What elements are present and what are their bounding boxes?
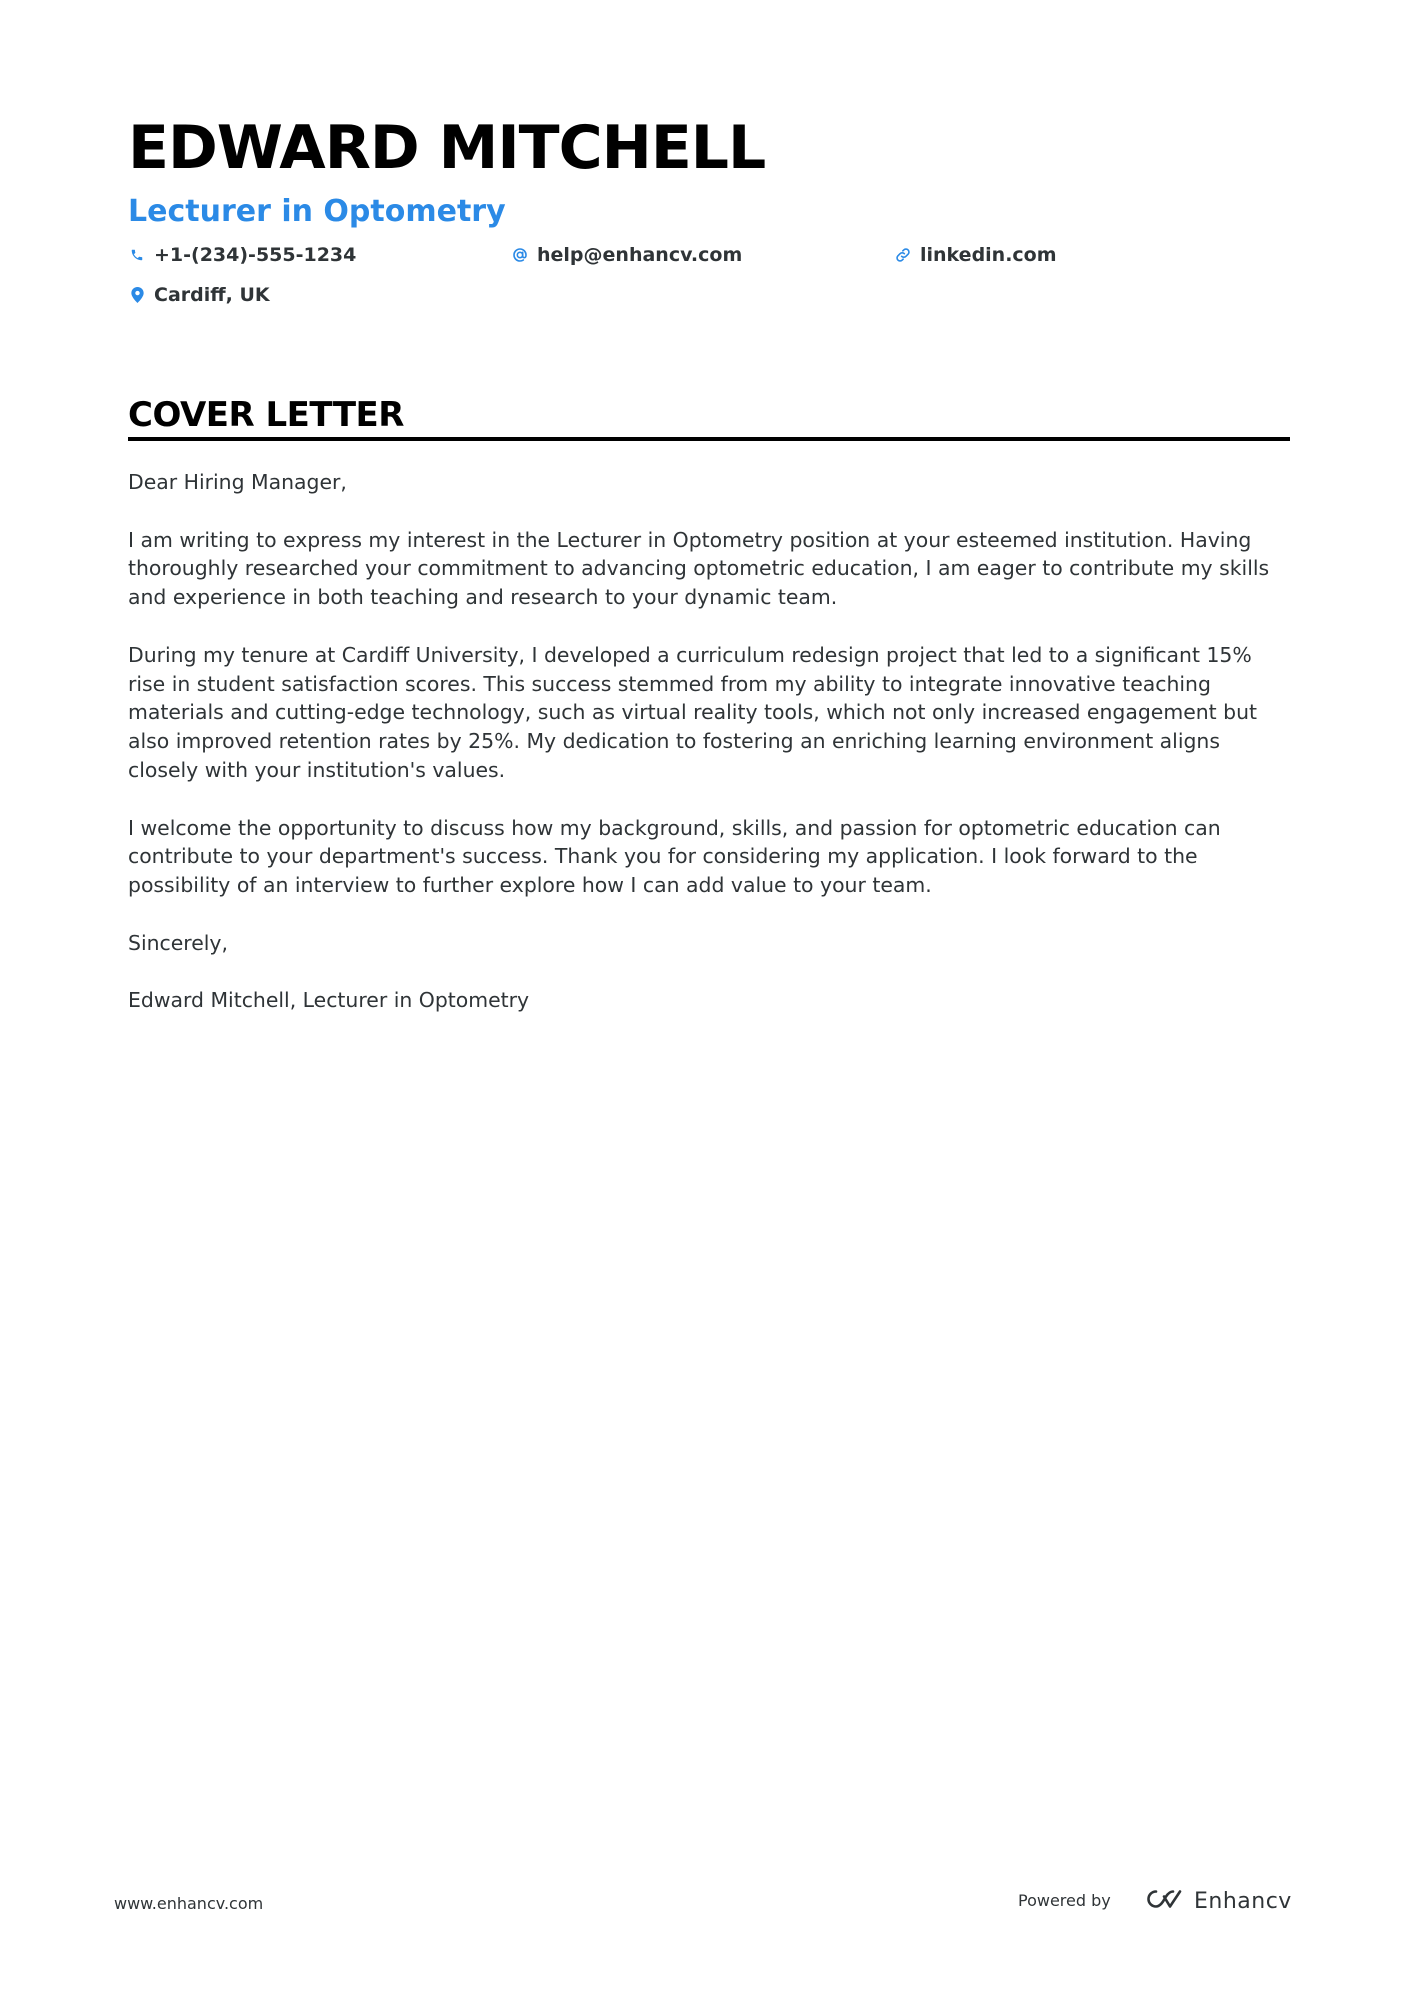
contact-location: [128, 280, 270, 310]
letter-body: [128, 468, 1290, 1044]
contact-location-text: Cardiff, UK: [154, 284, 270, 306]
phone-icon: [128, 244, 146, 266]
letter-paragraph-1: I am writing to express my interest in the Lecturer in Optometry position at your esteemed institution. Having thoroughly researched your commitment to advancing optometric education, I am eager to contribute my skills and experience in both teaching and research to your dynamic team.: [128, 527, 1270, 610]
footer-brand-logo[interactable]: [1138, 1884, 1292, 1918]
footer-powered-by: Powered by: [1018, 1891, 1111, 1910]
contact-email[interactable]: [511, 240, 742, 270]
letter-signature: Edward Mitchell, Lecturer in Optometry: [128, 988, 530, 1013]
enhancv-logo-icon: [1138, 1887, 1184, 1915]
section-title-cover-letter: COVER LETTER: [128, 395, 404, 435]
candidate-headline: Lecturer in Optometry: [128, 194, 506, 229]
letter-paragraph-3: I welcome the opportunity to discuss how my background, skills, and passion for optometric education can contribute to your department's success. Thank you for considering my application. I look forward to the possibility of an interview to further explore how I can add value to your team.: [128, 815, 1221, 898]
contact-linkedin-text[interactable]: linkedin.com: [920, 244, 1057, 266]
candidate-name: EDWARD MITCHELL: [128, 113, 766, 183]
at-sign-icon: [511, 244, 529, 266]
section-divider: [128, 437, 1290, 441]
contact-phone: [128, 240, 356, 270]
letter-greeting: Dear Hiring Manager,: [128, 470, 347, 494]
footer-website-link[interactable]: www.enhancv.com: [114, 1894, 264, 1913]
letter-closing: Sincerely,: [128, 930, 228, 955]
contact-phone-text: +1-(234)-555-1234: [154, 244, 357, 266]
link-icon: [894, 244, 912, 266]
location-pin-icon: [128, 284, 146, 306]
contact-email-text[interactable]: help@enhancv.com: [537, 244, 743, 266]
contact-linkedin[interactable]: [894, 240, 1057, 270]
letter-paragraph-2: During my tenure at Cardiff University, I developed a curriculum redesign project that led to a significant 15% rise in student satisfaction scores. This success stemmed from my ability to integrate innovative teaching materials and cutting-edge technology, such as virtual reality tools, which not only increased engagement but also improved retention rates by 25%. My dedication to fostering an enriching learning environment aligns closely with your institution's values.: [128, 642, 1258, 782]
footer-brand-name: Enhancv: [1194, 1888, 1292, 1914]
